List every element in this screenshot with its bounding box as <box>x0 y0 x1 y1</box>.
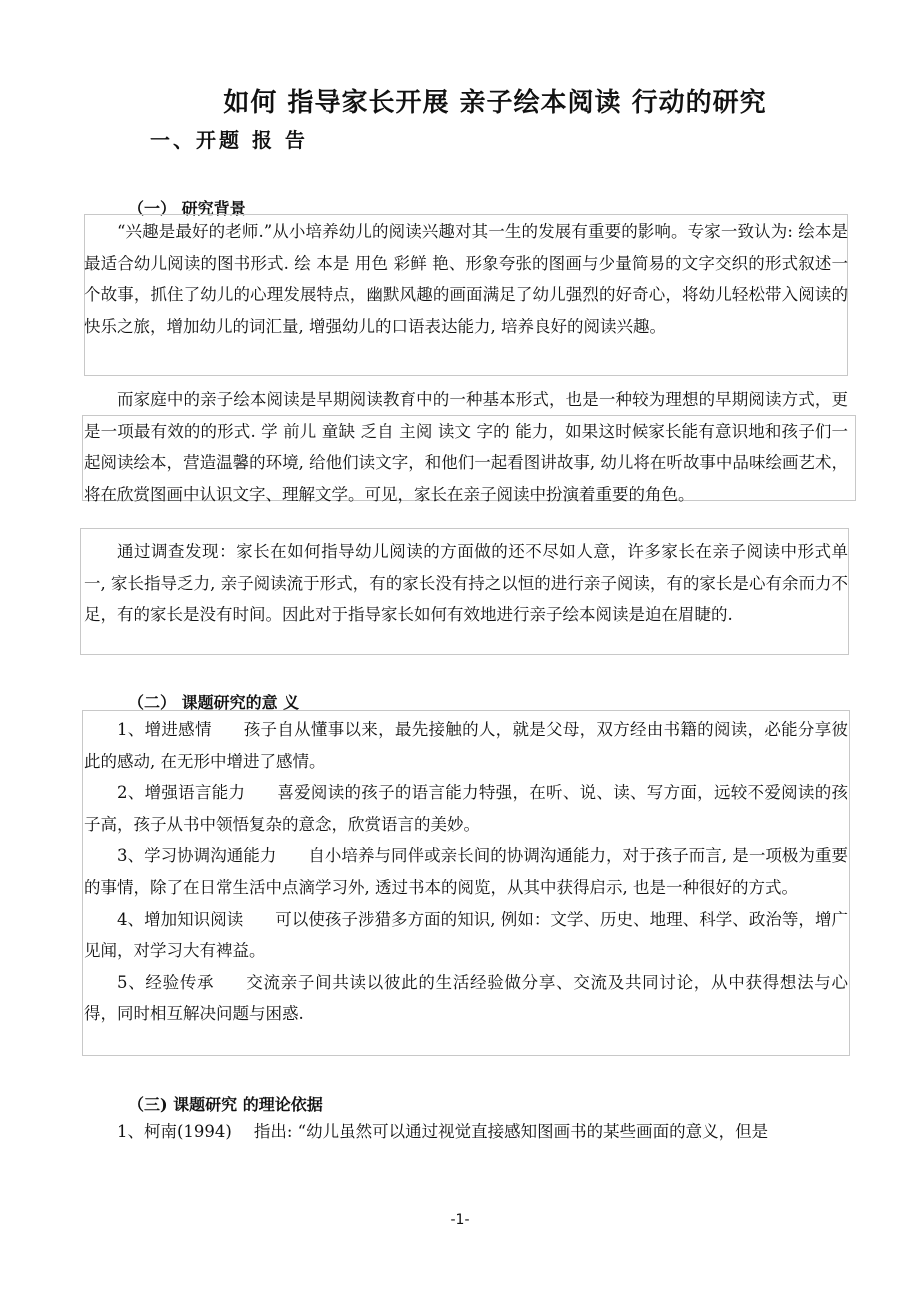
subheading-background: （一） 研究背景 <box>128 199 246 218</box>
list-item: 2、增强语言能力 喜爱阅读的孩子的语言能力特强，在听、说、读、写方面，远较不爱阅读的孩子高，孩子从书中领悟复杂的意念，欣赏语言的美妙。 <box>84 783 849 834</box>
subheading-theory: （三) 课题研究 的理论依据 <box>128 1095 323 1114</box>
page-number: -1- <box>450 1212 470 1228</box>
paragraph-background-3: 通过调查发现：家长在如何指导幼儿阅读的方面做的还不尽如人意，许多家长在亲子阅读中形式单一, 家长指导乏力, 亲子阅读流于形式，有的家长没有持之以恒的进行亲子阅读，有的家长是心有余而力不足，有的家长是没有时间。因此对于指导家长如何有效地进行亲子绘本阅读是迫在眉睫的. <box>84 542 848 625</box>
list-item: 4、增加知识阅读 可以使孩子涉猎多方面的知识, 例如：文学、历史、地理、科学、政治等，增广见闻，对学习大有裨益。 <box>84 909 849 961</box>
document-title: 如何 指导家长开展 亲子绘本阅读 行动的研究 <box>223 88 767 118</box>
list-item: 5、经验传承 交流亲子间共读以彼此的生活经验做分享、交流及共同讨论，从中获得想法与心得，同时相互解决问题与困惑. <box>84 972 849 1024</box>
significance-list <box>84 714 848 1030</box>
paragraph-background-2: 而家庭中的亲子绘本阅读是早期阅读教育中的一种基本形式，也是一种较为理想的早期阅读方式，更是一项最有效的的形式. 学 前儿 童缺 乏自 主阅 读文 字的 能力，如果这时候家长能有意识地和孩子们一起阅读绘本，营造温馨的环境, 给他们读文字，和他们一起看图讲故事, 幼儿将在听故事中品味绘画艺术，将在欣赏图画中认识文字、理解文学。可见，家长在亲子阅读中扮演着重要的角色。 <box>84 390 848 504</box>
paragraph-theory: 1、柯南(1994) 指出: “幼儿虽然可以通过视觉直接感知图画书的某些画面的意义，但是 <box>117 1122 769 1141</box>
list-item: 3、学习协调沟通能力 自小培养与同伴或亲长间的协调沟通能力，对于孩子而言, 是一项极为重要的事情，除了在日常生活中点滴学习外, 透过书本的阅览，从其中获得启示, 也是一种很好的方式。 <box>84 846 848 897</box>
paragraph-background-1: “兴趣是最好的老师.”从小培养幼儿的阅读兴趣对其一生的发展有重要的影响。专家一致认为: 绘本是最适合幼儿阅读的图书形式. 绘 本是 用色 彩鲜 艳、形象夸张的图画与少量简易的文字交织的形式叙述一个故事，抓住了幼儿的心理发展特点，幽默风趣的画面满足了幼儿强烈的好奇心，将幼儿轻松带入阅读的快乐之旅，增加幼儿的词汇量, 增强幼儿的口语表达能力, 培养良好的阅读兴趣。 <box>84 222 848 336</box>
subheading-significance: （二） 课题研究的意 义 <box>128 693 300 712</box>
list-item: 1、增进感情 孩子自从懂事以来，最先接触的人，就是父母，双方经由书籍的阅读，必能分享彼此的感动, 在无形中增进了感情。 <box>84 720 849 771</box>
section-heading-report: 一、开题 报 告 <box>150 128 308 152</box>
